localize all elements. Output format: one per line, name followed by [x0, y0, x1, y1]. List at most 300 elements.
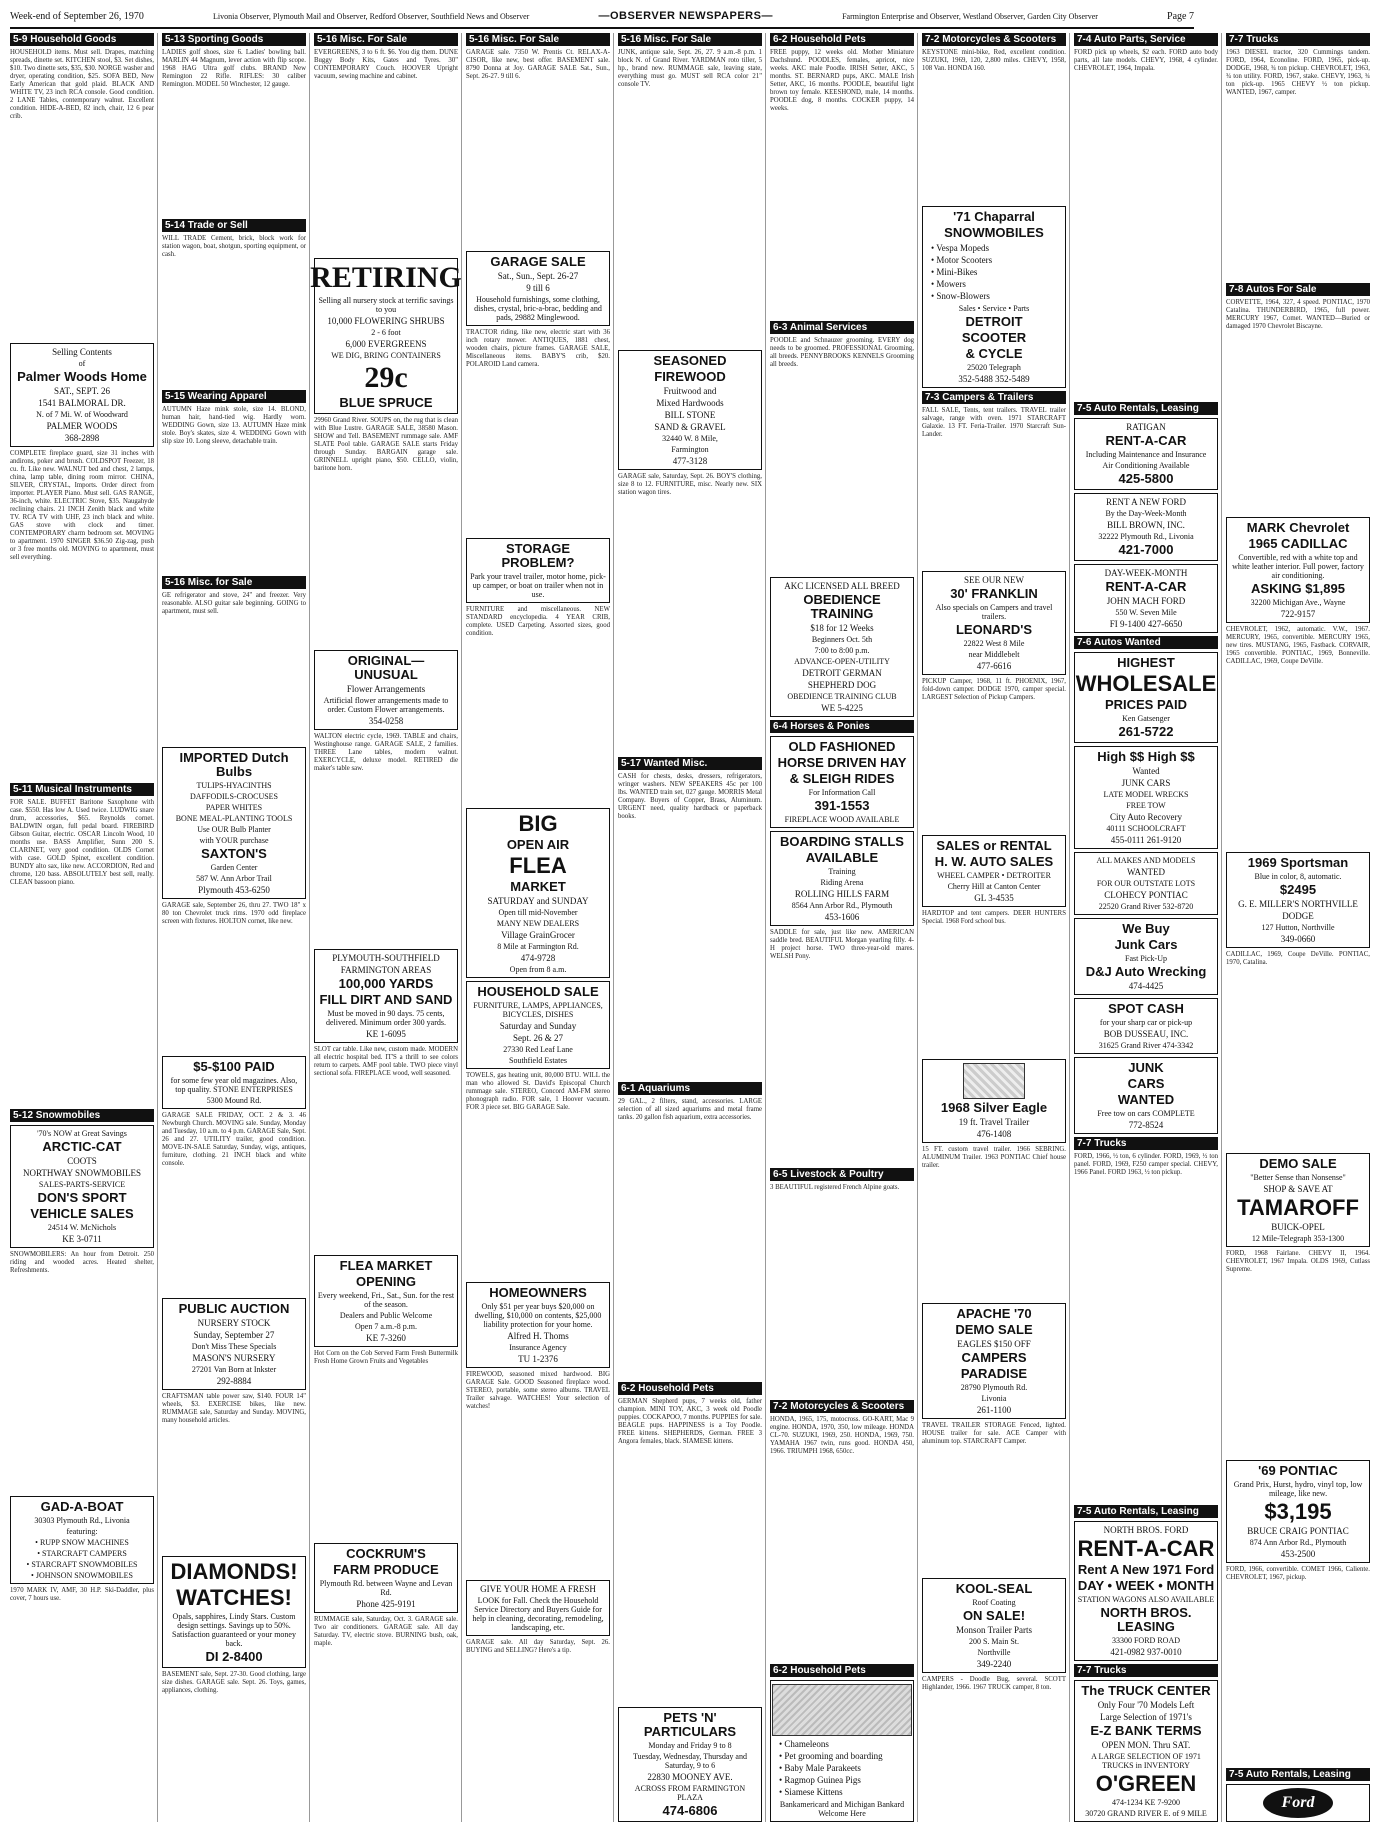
column-2 — [162, 33, 310, 1822]
ad-phone: 349-2240 — [976, 1659, 1012, 1670]
ad-line: Sat., Sun., Sept. 26-27 — [497, 270, 579, 281]
section-header: 7-3 Campers & Trailers — [922, 391, 1066, 404]
ad-line: NORTH BROS. FORD — [1103, 1525, 1189, 1535]
ad-title: RENT-A-CAR — [1077, 1536, 1215, 1561]
classified-text: FIREWOOD, seasoned mixed hardwood. BIG GARAGE Sale. GOOD Seasoned fireplace wood. STEREO, portable, some stereo albums. TRAVEL Trailer salvage. WATCHES! Your selection of watches! — [466, 1370, 610, 1410]
ad-title: OBEDIENCE TRAINING — [803, 591, 881, 621]
ad-line: 127 Hutton, Northville — [1261, 923, 1335, 932]
ad-line: ROLLING HILLS FARM — [794, 888, 890, 899]
ad-title: APACHE '70 — [956, 1305, 1032, 1321]
ad-line: 19 ft. Travel Trailer — [958, 1116, 1030, 1127]
ad-title: BLUE SPRUCE — [339, 394, 433, 410]
ad-line: 550 W. Seven Mile — [1115, 607, 1177, 617]
ad-line: 22822 West 8 Mile — [963, 639, 1025, 649]
ad-title: AVAILABLE — [805, 849, 879, 865]
ad-title: OPEN AIR — [506, 837, 570, 853]
ad-line: 32222 Plymouth Rd., Livonia — [1098, 531, 1194, 541]
classified-text: GE refrigerator and stove, 24" and freezer. Very reasonable. ALSO guitar sale beginning. GOING to apartment, must sell. — [162, 592, 306, 616]
clohecy-pontiac-ad — [1074, 852, 1218, 915]
ad-line: Tuesday, Wednesday, Thursday and Saturday, 9 to 6 — [633, 1751, 747, 1770]
bill-brown-ad — [1074, 493, 1218, 561]
homeowners-insurance-ad — [466, 1282, 610, 1368]
section-header: 5-9 Household Goods — [10, 33, 154, 46]
ad-line: Household furnishings, some clothing, dishes, crystal, bric-a-brac, bedding and pads, 29882 Minglewood. — [474, 294, 602, 322]
classified-text: WILL TRADE Cement, brick, block work for station wagon, boat, shotgun, sporting equipment, or cash. — [162, 235, 306, 259]
section-header: 5-16 Misc. For Sale — [314, 33, 458, 46]
classified-text: 29960 Grand River. SOUPS on, the rug that is clean with Blue Lustre. GARAGE SALE, 38580 Mason. SHOW and Tell. BASEMENT rummage sale. AMF SLATE Pool table. GARAGE SALE starts Friday through Sunday. BARGAIN garage sale. GRINNELL upright piano, $50. CELLO, violin, baritone horn. — [314, 416, 458, 472]
ad-line: '70's NOW at Great Savings — [37, 1128, 127, 1138]
ad-line: 27201 Van Born at Inkster — [191, 1365, 277, 1375]
ad-line: Dealers and Public Welcome — [339, 1311, 433, 1321]
publications-left: Livonia Observer, Plymouth Mail and Observer, Redford Observer, Southfield News and Observer — [213, 12, 530, 21]
ad-title: CLOHECY PONTIAC — [1104, 889, 1188, 900]
ad-title: 1969 Sportsman — [1247, 855, 1349, 870]
john-mach-ad — [1074, 564, 1218, 633]
cockrums-farm-ad — [314, 1543, 458, 1613]
ad-line: Must be moved in 90 days. 75 cents, delivered. Minimum order 300 yards. — [326, 1009, 446, 1028]
page-number: Page 7 — [1167, 11, 1194, 22]
ad-title: COCKRUM'S — [346, 1546, 426, 1562]
ad-phone: 292-8884 — [216, 1376, 252, 1387]
ad-line: 1541 BALMORAL DR. — [38, 397, 126, 408]
ad-phone: Plymouth 453-6250 — [198, 884, 270, 895]
publications-right: Farmington Enterprise and Observer, Westland Observer, Garden City Observer — [842, 12, 1098, 21]
classified-text: KEYSTONE mini-bike, Red, excellent condition. SUZUKI, 1969, 120, 2,800 miles. CHEVY, 1958, 108 Van. HONDA 160. — [922, 49, 1066, 72]
ad-line: Grand Prix, Hurst, hydro, vinyl top, low mileage, like new. — [1233, 1480, 1363, 1498]
classified-text: CAMPERS - Doodle Bug, several. SCOTT Highlander, 1966. 1967 TRUCK camper, 8 ton. — [922, 1676, 1066, 1692]
ad-line: WHEEL CAMPER • DETROITER — [937, 871, 1051, 881]
tamaroff-buick-ad — [1226, 1153, 1370, 1247]
ad-line: Also specials on Campers and travel trailers. — [935, 603, 1053, 622]
hay-rides-ad — [770, 736, 914, 828]
ad-phone: 261-5722 — [1118, 723, 1174, 739]
ad-title: Palmer Woods Home — [17, 368, 147, 384]
dog-obedience-ad — [770, 577, 914, 717]
ad-title: FARM PRODUCE — [333, 1562, 439, 1578]
section-header: 7-7 Trucks — [1074, 1137, 1218, 1150]
classified-text: JUNK, antique sale, Sept. 26, 27. 9 a.m.-8 p.m. 1 block N. of Grand River. YARDMAN roto tiller, 5 hp., brand new. RUMMAGE sale, leaving state, everything must go. MUST sell RCA color 21" console TV. — [618, 49, 762, 88]
section-header: 7-7 Trucks — [1226, 33, 1370, 46]
ad-line: SALES-PARTS-SERVICE — [38, 1179, 126, 1189]
ad-title: D&J Auto Wrecking — [1085, 963, 1207, 979]
ad-title: '69 PONTIAC — [1258, 1463, 1338, 1478]
ad-line: NORTHWAY SNOWMOBILES — [22, 1167, 142, 1178]
ad-line: PAPER WHITES — [205, 802, 263, 812]
ad-line: Air Conditioning Available — [1102, 460, 1190, 470]
ad-phone: 474-6806 — [662, 1802, 718, 1818]
ad-line: Garden Center — [210, 862, 258, 872]
ad-title: 100,000 YARDS — [338, 976, 434, 992]
ad-phone: GL 3-4535 — [974, 893, 1014, 904]
gad-a-boat-ad — [10, 1496, 154, 1584]
column-6 — [770, 33, 918, 1822]
campers-paradise-ad — [922, 1303, 1066, 1419]
mark-chevrolet-ad — [1226, 517, 1370, 623]
ad-line: 24514 W. McNichols — [47, 1222, 117, 1232]
ad-line: Plymouth Rd. between Wayne and Levan Rd. — [319, 1579, 453, 1598]
ad-title: JUNK — [1128, 1059, 1164, 1075]
classified-text: FURNITURE and miscellaneous. NEW STANDARD encyclopedia. 4 YEAR CRIB, complete. USED Carpeting. Assorted sizes, good condition. — [466, 606, 610, 638]
ad-title: RETIRING — [310, 260, 462, 294]
ad-title: BIG — [518, 811, 558, 837]
ad-title: CARS — [1127, 1075, 1165, 1091]
pet-shop-ad — [770, 1680, 914, 1822]
ad-line: Including Maintenance and Insurance — [1085, 449, 1207, 459]
classified-columns — [10, 33, 1370, 1822]
ad-line: 200 S. Main St. — [968, 1637, 1019, 1647]
ad-title: DAY • WEEK • MONTH — [1077, 1578, 1215, 1593]
classified-text: 1963 DIESEL tractor, 320 Cummings tandem. FORD, 1964, Econoline. FORD, 1965, pick-up. DODGE, 1968, ¾ ton pickup. CHEVROLET, 1963, ¾ ton utility. FORD, 1967, stake. CHEVY, 1963, ¾ ton pick-up. 1965 CHEVY ½ ton pickup. WANTED, 1967, camper. — [1226, 49, 1370, 96]
ad-line: Don't Miss These Specials — [191, 1342, 277, 1352]
ad-line: City Auto Recovery — [1110, 811, 1182, 822]
ad-line: BILL STONE — [664, 409, 716, 420]
classified-text: BASEMENT sale, Sept. 27-30. Good clothing, large size dishes. GARAGE sale. Sept. 26. Toys, games, appliances, clothing. — [162, 1670, 306, 1694]
classified-text: 29 GAL., 2 filters, stand, accessories. LARGE selection of all sized aquariums and metal frame tanks. 20 gallon fish aquarium, extra accessories. — [618, 1097, 762, 1121]
classified-text: SNOWMOBILERS: An hour from Detroit. 250 riding and wooded acres. Heated shelter, Refreshments. — [10, 1250, 154, 1274]
ad-price: ASKING $1,895 — [1251, 581, 1345, 596]
product-item: • Vespa Mopeds — [931, 242, 989, 253]
ad-line: 7:00 to 8:00 p.m. — [814, 645, 870, 655]
leonards-ad — [922, 571, 1066, 675]
ad-phone: 12 Mile-Telegraph 353-1300 — [1251, 1234, 1345, 1243]
stone-enterprises-ad — [162, 1056, 306, 1109]
ad-line: PLYMOUTH-SOUTHFIELD — [332, 953, 440, 964]
ad-title: Rent A New 1971 Ford — [1077, 1562, 1215, 1577]
retiring-nursery-ad — [310, 258, 462, 414]
ad-line: RATIGAN — [1126, 421, 1166, 432]
ad-line: BOB DUSSEAU, INC. — [1103, 1028, 1189, 1039]
ad-line: WANTED — [1127, 866, 1165, 877]
ad-line: 30720 GRAND RIVER E. of 9 MILE — [1085, 1809, 1207, 1818]
ad-line: TULIPS-HYACINTHS — [196, 780, 272, 790]
classified-text: CASH for chests, desks, dressers, refrigerators, wringer washers. NEW SPEAKERS 45c per 100 lbs. WANTED train set, 027 gauge. MORRIS Metal Company. Buyers of Copper, Brass, Aluminum. URGENT need, quality hardback or paperback books. — [618, 773, 762, 821]
ad-title: SEASONED — [653, 352, 727, 368]
ad-line: Mixed Hardwoods — [656, 397, 724, 408]
ad-phone: 31625 Grand River 474-3342 — [1098, 1040, 1194, 1050]
ad-title: ORIGINAL—UNUSUAL — [347, 652, 425, 682]
classified-text: AUTUMN Haze mink stole, size 14. BLOND, human hair, hand-tied wig. Hardly worn. WEDDING Gown, size 13. AUTUMN Haze mink stole. Boy's skates, size 4. WEDDING Gown with slip size 10. Long sleeve, detachable train. — [162, 405, 306, 445]
ad-title: SNOWMOBILES — [944, 224, 1044, 240]
ad-line: Fruitwood and — [663, 385, 717, 396]
ad-title: DEMO SALE — [1259, 1156, 1337, 1171]
section-header: 6-2 Household Pets — [770, 33, 914, 46]
ad-line: • STARCRAFT SNOWMOBILES — [26, 1560, 138, 1570]
ad-line: Riding Arena — [820, 877, 864, 887]
ad-phone: 368-2898 — [64, 432, 100, 443]
section-header: 5-16 Misc. For Sale — [466, 33, 610, 46]
classified-text: RUMMAGE sale, Saturday, Oct. 3. GARAGE sale. Two air conditioners. GARAGE sale. All day Saturday. TV, electric stove. BURNING bush, oak, maple. — [314, 1616, 458, 1648]
ad-line: Bankamericard and Michigan Bankard Welcome Here — [779, 1799, 905, 1818]
column-9 — [1226, 33, 1373, 1822]
ad-title: 30' FRANKLIN — [950, 586, 1038, 602]
ad-line: FOR OUR OUTSTATE LOTS — [1096, 878, 1196, 888]
ad-title: WATCHES! — [176, 1584, 292, 1610]
ad-line: N. of 7 Mi. W. of Woodward — [36, 409, 128, 419]
ad-line: FARMINGTON AREAS — [340, 965, 432, 976]
ad-line: for your sharp car or pick-up — [1099, 1017, 1193, 1027]
ad-line: Ken Gatsenger — [1122, 713, 1170, 723]
classified-text: GARAGE sale. 7350 W. Prentis Ct. RELAX-A-CISOR, like new, best offer. BASEMENT sale. 8790 Donna at Joy. GARAGE SALE Sat., Sun., Sept. 26-27. 9 till 6. — [466, 49, 610, 80]
ad-line: 587 W. Ann Arbor Trail — [196, 873, 272, 883]
section-header: 7-2 Motorcycles & Scooters — [770, 1400, 914, 1413]
ad-phone: 453-2500 — [1280, 1549, 1316, 1559]
ad-title: Junk Cars — [1114, 936, 1178, 952]
ad-title: ARCTIC-CAT — [42, 1138, 122, 1154]
ad-phone: KE 1-6095 — [366, 1029, 406, 1040]
classified-text: FORD pick up wheels, $2 each. FORD auto body parts, all late models. CHEVY, 1968, 4 cylinder. CHEVROLET, 1964, Impala. — [1074, 49, 1218, 72]
ad-line: Farmington — [671, 444, 709, 454]
section-header: 5-16 Misc. for Sale — [162, 576, 306, 589]
ad-price: $3,195 — [1264, 1499, 1332, 1524]
ad-line: Every weekend, Fri., Sat., Sun. for the rest of the season. — [317, 1291, 455, 1310]
classified-text: GARAGE SALE FRIDAY, OCT. 2 & 3. 46 Newburgh Church. MOVING sale. Sunday, Monday and Tuesday, 10 a.m. to 4 p.m. GARAGE Sale, Sept. 26 and 27. UTILITY trailer, good condition. MOVE-IN-SALE Saturday, Sunday, wigs, antiques, furniture, clothing. 21 INCH black and white console. — [162, 1111, 306, 1167]
ad-title: $5-$100 PAID — [193, 1058, 275, 1074]
ad-line: NURSERY STOCK — [197, 1318, 271, 1329]
ad-line: COOTS — [67, 1155, 97, 1166]
household-sale-ad — [466, 981, 610, 1069]
classified-text: FORD, 1966, convertible. COMET 1966, Caliente. CHEVROLET, 1967, pickup. — [1226, 1566, 1370, 1581]
ad-title: & CYCLE — [965, 345, 1023, 361]
ad-title: TAMAROFF — [1237, 1195, 1359, 1220]
ad-title: PARADISE — [960, 1365, 1028, 1381]
ad-line: • RUPP SNOW MACHINES — [35, 1538, 129, 1548]
ad-line: SAT., SEPT. 26 — [54, 385, 110, 396]
ad-phone: DI 2-8400 — [205, 1648, 263, 1664]
column-3 — [310, 33, 462, 1822]
flea-market-opening-ad — [314, 1255, 458, 1347]
ad-line: Only $51 per year buys $20,000 on dwelling, $10,000 on contents, $25,000 liability protection for your home. — [474, 1301, 602, 1329]
masthead — [10, 10, 1194, 29]
ad-line: STATION WAGONS ALSO AVAILABLE — [1077, 1595, 1215, 1604]
ad-line: BUICK-OPEL — [1271, 1222, 1325, 1232]
pet-item: • Pet grooming and boarding — [779, 1750, 883, 1761]
section-header: 5-13 Sporting Goods — [162, 33, 306, 46]
classified-text: TRAVEL TRAILER STORAGE Fenced, lighted. HOUSE trailer for sale. ACE Camper with aluminum top. STARCRAFT Camper. — [922, 1421, 1066, 1445]
ad-title: DEMO SALE — [955, 1321, 1033, 1337]
classified-text: CHEVROLET, 1962, automatic. V.W., 1967. MERCURY, 1965, convertible. MERCURY 1965, new tires. MUSTANG, 1965, Fastback. CORVAIR, 1965 convertible. PONTIAC, 1969, Bonneville. CADILLAC, 1969, Coupe DeVille. — [1226, 626, 1370, 665]
ad-phone: KE 3-0711 — [62, 1233, 102, 1244]
ad-line: FURNITURE, LAMPS, APPLIANCES, BICYCLES, DISHES — [473, 1001, 603, 1020]
ad-line: featuring: — [66, 1527, 98, 1537]
ad-phone: 349-0660 — [1280, 934, 1316, 944]
ad-title: WHOLESALE — [1075, 670, 1217, 696]
ad-title: GIVE YOUR HOME A FRESH — [480, 1584, 596, 1595]
ad-title: DETROIT — [965, 313, 1023, 329]
ad-line: 874 Ann Arbor Rd., Plymouth — [1249, 1538, 1347, 1547]
ad-line: JUNK CARS — [1121, 777, 1171, 788]
ad-line: 2 - 6 foot — [371, 327, 401, 337]
ad-title: RENT-A-CAR — [1105, 432, 1187, 448]
classified-text: FALL SALE, Tents, tent trailers. TRAVEL trailer salvage, range with oven. 1971 STARCRAFT Galaxie. 13 FT. Feria-Trailer. 1970 Starcraft Sun-Lander. — [922, 406, 1066, 438]
ad-line: 28790 Plymouth Rd. — [960, 1382, 1028, 1392]
ad-line: Blue in color, 8, automatic. — [1254, 872, 1342, 881]
ad-line: Selling all nursery stock at terrific savings to you — [318, 295, 454, 314]
ad-line: 40111 SCHOOLCRAFT — [1106, 823, 1186, 833]
miller-dodge-ad — [1226, 852, 1370, 948]
section-header: 6-2 Household Pets — [770, 1664, 914, 1677]
ad-line: Sept. 26 & 27 — [512, 1033, 563, 1044]
ad-title: FIREWOOD — [654, 368, 726, 384]
kool-seal-ad — [922, 1578, 1066, 1673]
section-header: 7-5 Auto Rentals, Leasing — [1074, 402, 1218, 415]
ad-line: By the Day-Week-Month — [1105, 508, 1187, 518]
ad-line: WE DIG, BRING CONTAINERS — [331, 350, 441, 360]
product-item: • Mowers — [931, 278, 966, 289]
classified-text: FREE puppy, 12 weeks old. Mother Miniature Dachshund. POODLES, females, apricot, nice weeks. AKC male Poodle. IRISH Setter, AKC, 5 months. ST. BERNARD pups, AKC. MALE Irish Setter, AKC, 16 months. POODLE, beautiful light brown toy female. KEESHOND, male, 14 months. POODLE dog, 8 months. COCKER puppy, 14 weeks. — [770, 49, 914, 112]
section-header: 6-1 Aquariums — [618, 1082, 762, 1095]
ad-line: G. E. MILLER'S NORTHVILLE — [1238, 899, 1358, 909]
ad-line: BRUCE CRAIG PONTIAC — [1247, 1526, 1349, 1536]
classified-text: GERMAN Shepherd pups, 7 weeks old, father champion. MINI TOY, AKC, 3 week old Poodle puppies. COCKAPOO, 7 months. PUPPIES for sale. BEAGLE pups. HAPPINESS is a Toy Poodle. FREE kittens. SHEPHERDS, German. FREE 3 Angora females, black. SIAMESE kittens. — [618, 1398, 762, 1446]
ad-title: ON SALE! — [962, 1608, 1026, 1624]
ad-line: BONE MEAL-PLANTING TOOLS — [175, 813, 293, 823]
ad-title: PRICES PAID — [1104, 696, 1188, 712]
ad-line: Free tow on cars COMPLETE — [1097, 1108, 1195, 1118]
ford-logo: Ford — [1263, 1788, 1333, 1818]
open-air-flea-market-ad — [466, 808, 610, 978]
ad-line: Beginners Oct. 5th — [811, 634, 873, 644]
ad-line: SAND & GRAVEL — [654, 421, 726, 432]
classified-text: POODLE and Schnauzer grooming. EVERY dog needs to be groomed. PROFESSIONAL Grooming, all breeds. PENNYBROOKS KENNELS Grooming all breeds. — [770, 336, 914, 368]
ad-line: of — [78, 358, 86, 368]
ad-line: Convertible, red with a white top and white leather interior. Full power, factory air conditioning. — [1232, 553, 1364, 580]
ad-phone: 474-1234 KE 7-9200 — [1112, 1798, 1180, 1807]
classified-text: LADIES golf shoes, size 6. Ladies' bowling ball. MARLIN 44 Magnum, lever action with flip scope. 1968 HAG Ultra golf clubs. BRAND New Remington 22 Rifle. RIFLES: 30 caliber Remington. MODEL 50 Winchester, 12 gauge. — [162, 49, 306, 88]
saxtons-bulbs-ad — [162, 747, 306, 899]
ad-line: Northville — [977, 1648, 1011, 1658]
ad-price: 29c — [364, 360, 408, 394]
ad-title: SAXTON'S — [201, 845, 267, 861]
ad-phone: FI 9-1400 427-6650 — [1109, 618, 1183, 629]
ad-line: Artificial flower arrangements made to order. Custom Flower arrangements. — [323, 695, 449, 714]
ad-line: Village GrainGrocer — [501, 930, 575, 941]
spot-cash-ad — [1074, 998, 1218, 1054]
newspaper-name: —OBSERVER NEWSPAPERS— — [598, 10, 773, 22]
ad-line: PALMER WOODS — [46, 420, 118, 431]
classified-text: TOWELS, gas heating unit, 80,000 BTU. WILL the man who allowed St. David's Episcopal Church rummage sale. STEREO, Concord AM-FM stereo phonograph radio. FOR sale, 1 Hoover vacuum. FOR 3 piece set. BIG GARAGE Sale. — [466, 1072, 610, 1112]
ad-phone: 421-0982 937-0010 — [1110, 1647, 1182, 1657]
ad-line: Open till mid-November — [498, 908, 578, 918]
ad-line: 5300 Mound Rd. — [206, 1095, 262, 1105]
classified-text: TRACTOR riding, like new, electric start with 36 inch rotary mower. ANTIQUES, 1881 chest, wooden chairs, picture frames. GARAGE SALE, Miscellaneous items. BABY'S crib, $20. POLAROID Land camera. — [466, 328, 610, 368]
ford-logo-ad — [1226, 1784, 1370, 1822]
classified-text: 3 BEAUTIFUL registered French Alpine goats. — [770, 1184, 900, 1192]
product-item: • Mini-Bikes — [931, 266, 978, 277]
ad-title: CAMPERS — [961, 1349, 1027, 1365]
pet-photo — [772, 1684, 912, 1736]
ad-title: PUBLIC AUCTION — [178, 1301, 290, 1317]
section-header: 7-5 Auto Rentals, Leasing — [1226, 1768, 1370, 1781]
ad-phone: 352-5488 352-5489 — [958, 373, 1030, 384]
ad-line: Open from 8 a.m. — [509, 965, 567, 975]
flower-arrangements-ad — [314, 650, 458, 730]
section-header: 7-7 Trucks — [1074, 1664, 1218, 1677]
ad-phone: Phone 425-9191 — [356, 1599, 416, 1610]
ad-line: SHOP & SAVE AT — [1263, 1184, 1333, 1194]
column-8 — [1074, 33, 1222, 1822]
ad-phone: 391-1553 — [814, 797, 870, 813]
ad-line: • STARCRAFT CAMPERS — [37, 1549, 127, 1559]
pets-n-particulars-ad — [618, 1707, 762, 1822]
ad-phone: 425-5800 — [1118, 470, 1174, 486]
ad-line: 8 Mile at Farmington Rd. — [497, 942, 579, 952]
section-header: 6-3 Animal Services — [770, 321, 914, 334]
classified-text: FORD, 1966, ½ ton, 6 cylinder. FORD, 1969, ½ ton panel. FORD, 1969, F250 camper special. CHEVY, 1966 Panel. FORD 1963, ½ ton pickup. — [1074, 1152, 1218, 1176]
ad-line: LATE MODEL WRECKS — [1103, 789, 1189, 799]
ad-line: Open 7 a.m.-8 p.m. — [355, 1322, 417, 1332]
public-auction-ad — [162, 1298, 306, 1390]
ad-title: HOMEOWNERS — [489, 1284, 587, 1300]
classified-text: PICKUP Camper, 1968, 11 ft. PHOENIX, 1967, fold-down camper. DODGE 1970, camper special. LARGEST Selection of Pickup Campers. — [922, 678, 1066, 702]
ad-title: GARAGE SALE — [490, 253, 586, 269]
ad-line: 22830 MOONEY AVE. — [647, 1771, 733, 1782]
storage-problem-ad — [466, 538, 610, 603]
garage-sale-ad — [466, 251, 610, 326]
ad-line: Cherry Hill at Canton Center — [947, 882, 1041, 892]
ad-line: Monday and Friday 9 to 8 — [648, 1740, 732, 1750]
ad-line: Alfred H. Thoms — [507, 1330, 569, 1341]
issue-date: Week-end of September 26, 1970 — [10, 11, 144, 22]
ad-title: H. W. AUTO SALES — [934, 854, 1054, 870]
ad-title: SPOT CASH — [1108, 1000, 1184, 1016]
ad-title: OPENING — [356, 1274, 416, 1290]
fresh-look-ad — [466, 1580, 610, 1636]
ad-line: Sales • Service • Parts — [958, 303, 1030, 313]
hw-auto-sales-ad — [922, 835, 1066, 907]
ad-line: 25020 Telegraph — [967, 362, 1021, 372]
silver-eagle-ad — [922, 1059, 1066, 1143]
ad-line: 9 till 6 — [526, 282, 550, 293]
ad-line: FIREPLACE WOOD AVAILABLE — [784, 814, 900, 824]
ad-phone: 453-1606 — [824, 911, 860, 922]
classified-text: SLOT car table. Like new, custom made. MODERN all electric hospital bed. IT'S a thrill to see colors return to carpets. AMF pool table. TWO piece vinyl sectional sofa. FIREPLACE wood, well seasoned. — [314, 1046, 458, 1078]
ad-title: GAD-A-BOAT — [40, 1499, 124, 1515]
column-1 — [10, 33, 158, 1822]
section-header: 7-2 Motorcycles & Scooters — [922, 33, 1066, 46]
ad-phone: 455-0111 261-9120 — [1110, 834, 1182, 845]
ad-line: DAY-WEEK-MONTH — [1104, 567, 1188, 578]
section-header: 5-12 Snowmobiles — [10, 1109, 154, 1122]
ad-title: The TRUCK CENTER — [1081, 1683, 1211, 1698]
ad-title: MARK Chevrolet — [1246, 520, 1350, 535]
ad-line: for some few year old magazines. Also, top quality. STONE ENTERPRISES — [170, 1075, 298, 1094]
column-4 — [466, 33, 614, 1822]
ad-phone: KE 7-3260 — [366, 1333, 406, 1344]
ad-line: Fast Pick-Up — [1125, 953, 1167, 963]
ad-title: SCOOTER — [961, 329, 1027, 345]
ad-title: FILL DIRT AND SAND — [319, 992, 453, 1008]
ad-phone: WE 5-4225 — [821, 702, 863, 713]
ad-line: near Middlebelt — [968, 650, 1020, 660]
ad-line: $18 for 12 Weeks — [810, 622, 874, 633]
ad-line: Southfield Estates — [509, 1056, 567, 1066]
section-header: 5-15 Wearing Apparel — [162, 390, 306, 403]
ad-line: 33300 FORD ROAD — [1111, 1636, 1180, 1645]
ad-title: FLEA — [509, 853, 567, 879]
ad-title: FLEA MARKET — [339, 1258, 433, 1274]
ad-phone: 421-7000 — [1118, 541, 1174, 557]
ad-line: 27330 Red Leaf Lane — [503, 1045, 573, 1055]
ad-title: NORTH BROS. LEASING — [1100, 1605, 1192, 1634]
classified-text: WALTON electric cycle, 1969. TABLE and chairs, Westinghouse range. GARAGE SALE, 2 families. THREE Lane tables, modern walnut. EXERCYCLE, deluxe model. RETIRED die maker's table saw. — [314, 732, 458, 772]
ad-line: LOOK for Fall. Check the Household Service Directory and Buyers Guide for help in cleaning, decorating, remodeling, landscaping, etc. — [472, 1596, 604, 1633]
ad-phone: TU 1-2376 — [518, 1353, 558, 1364]
ad-line: "Better Sense than Nonsense" — [1250, 1173, 1346, 1182]
ad-title: E-Z BANK TERMS — [1090, 1723, 1202, 1738]
ad-title: STORAGE PROBLEM? — [501, 541, 575, 571]
boarding-stalls-ad — [770, 831, 914, 926]
snowmobile-ad — [10, 1125, 154, 1248]
